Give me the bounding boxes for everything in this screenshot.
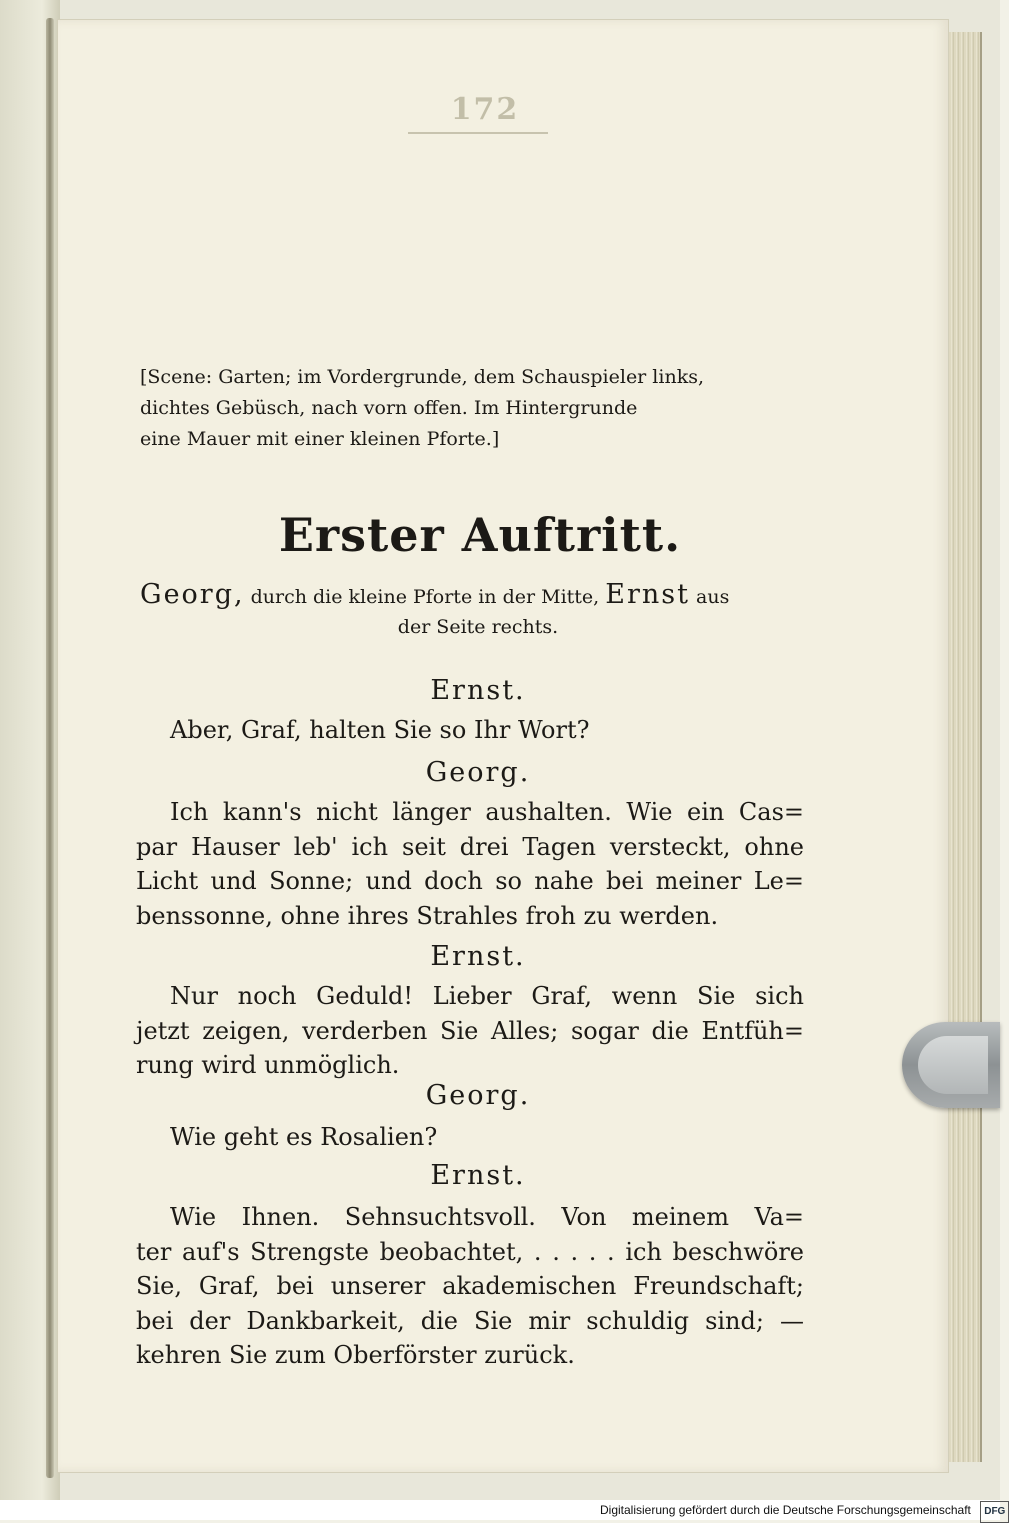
- stage-direction-line: dichtes Gebüsch, nach vorn offen. Im Hintergrunde: [140, 397, 638, 419]
- speaker-label: Ernst.: [430, 675, 526, 706]
- speech: [136, 713, 804, 748]
- speech-line: ter auf's Strengste beobachtet, . . . . . ich beschwöre: [136, 1237, 804, 1266]
- book-gutter: [46, 18, 54, 1478]
- speech-line: Ich kann's nicht länger aushalten. Wie ein Cas=: [170, 798, 804, 826]
- speech-line: par Hauser leb' ich seit drei Tagen versteckt, ohne: [136, 832, 804, 861]
- speech-line: benssonne, ohne ihres Strahles froh zu werden.: [136, 901, 719, 930]
- stage-direction: [140, 362, 816, 455]
- speech: [136, 1200, 804, 1373]
- speech-line: Licht und Sonne; und doch so nahe bei meiner Le=: [136, 867, 804, 895]
- stage-direction-line: eine Mauer mit einer kleinen Pforte.]: [140, 428, 500, 450]
- speech: [136, 979, 804, 1083]
- speech-line: kehren Sie zum Oberförster zurück.: [136, 1341, 575, 1369]
- speaker-label: Georg.: [425, 1080, 531, 1111]
- character-name: Ernst: [605, 579, 690, 610]
- intro-text: aus: [689, 586, 730, 608]
- speech-line: Aber, Graf, halten Sie so Ihr Wort?: [170, 716, 590, 744]
- character-name: Georg,: [140, 579, 245, 610]
- speech-line: Nur noch Geduld! Lieber Graf, wenn Sie sich: [170, 982, 804, 1010]
- speech: [136, 795, 804, 933]
- speech-line: jetzt zeigen, verderben Sie Alles; sogar die Entfüh=: [136, 1016, 804, 1045]
- speech-line: Sie, Graf, bei unserer akademischen Freundschaft;: [136, 1272, 804, 1300]
- digitization-credit: [600, 1500, 1006, 1520]
- scene-intro: [140, 580, 816, 642]
- speaker-label: Georg.: [425, 757, 531, 788]
- dfg-logo: DFG: [980, 1501, 1009, 1523]
- speaker-label: Ernst.: [430, 941, 526, 972]
- page-number: 172: [450, 92, 520, 127]
- speech-line: Wie geht es Rosalien?: [170, 1123, 438, 1151]
- scene-heading: Erster Auftritt.: [278, 508, 682, 562]
- speech-line: Wie Ihnen. Sehnsuchtsvoll. Von meinem Va=: [170, 1203, 804, 1231]
- intro-line-1: [140, 580, 816, 612]
- speech-line: rung wird unmöglich.: [136, 1051, 400, 1079]
- stage-direction-line: [Scene: Garten; im Vordergrunde, dem Schauspieler links,: [140, 366, 704, 388]
- speech: [136, 1120, 804, 1155]
- intro-line-2: der Seite rechts.: [397, 616, 559, 638]
- speaker-label: Ernst.: [430, 1160, 526, 1191]
- header-rule: [408, 132, 548, 134]
- intro-text: durch die kleine Pforte in der Mitte,: [244, 586, 606, 608]
- page-clip: [902, 1022, 1000, 1108]
- speech-line: bei der Dankbarkeit, die Sie mir schuldig sind; —: [136, 1306, 804, 1335]
- credit-text: Digitalisierung gefördert durch die Deutsche Forschungsgemeinschaft: [600, 1503, 971, 1517]
